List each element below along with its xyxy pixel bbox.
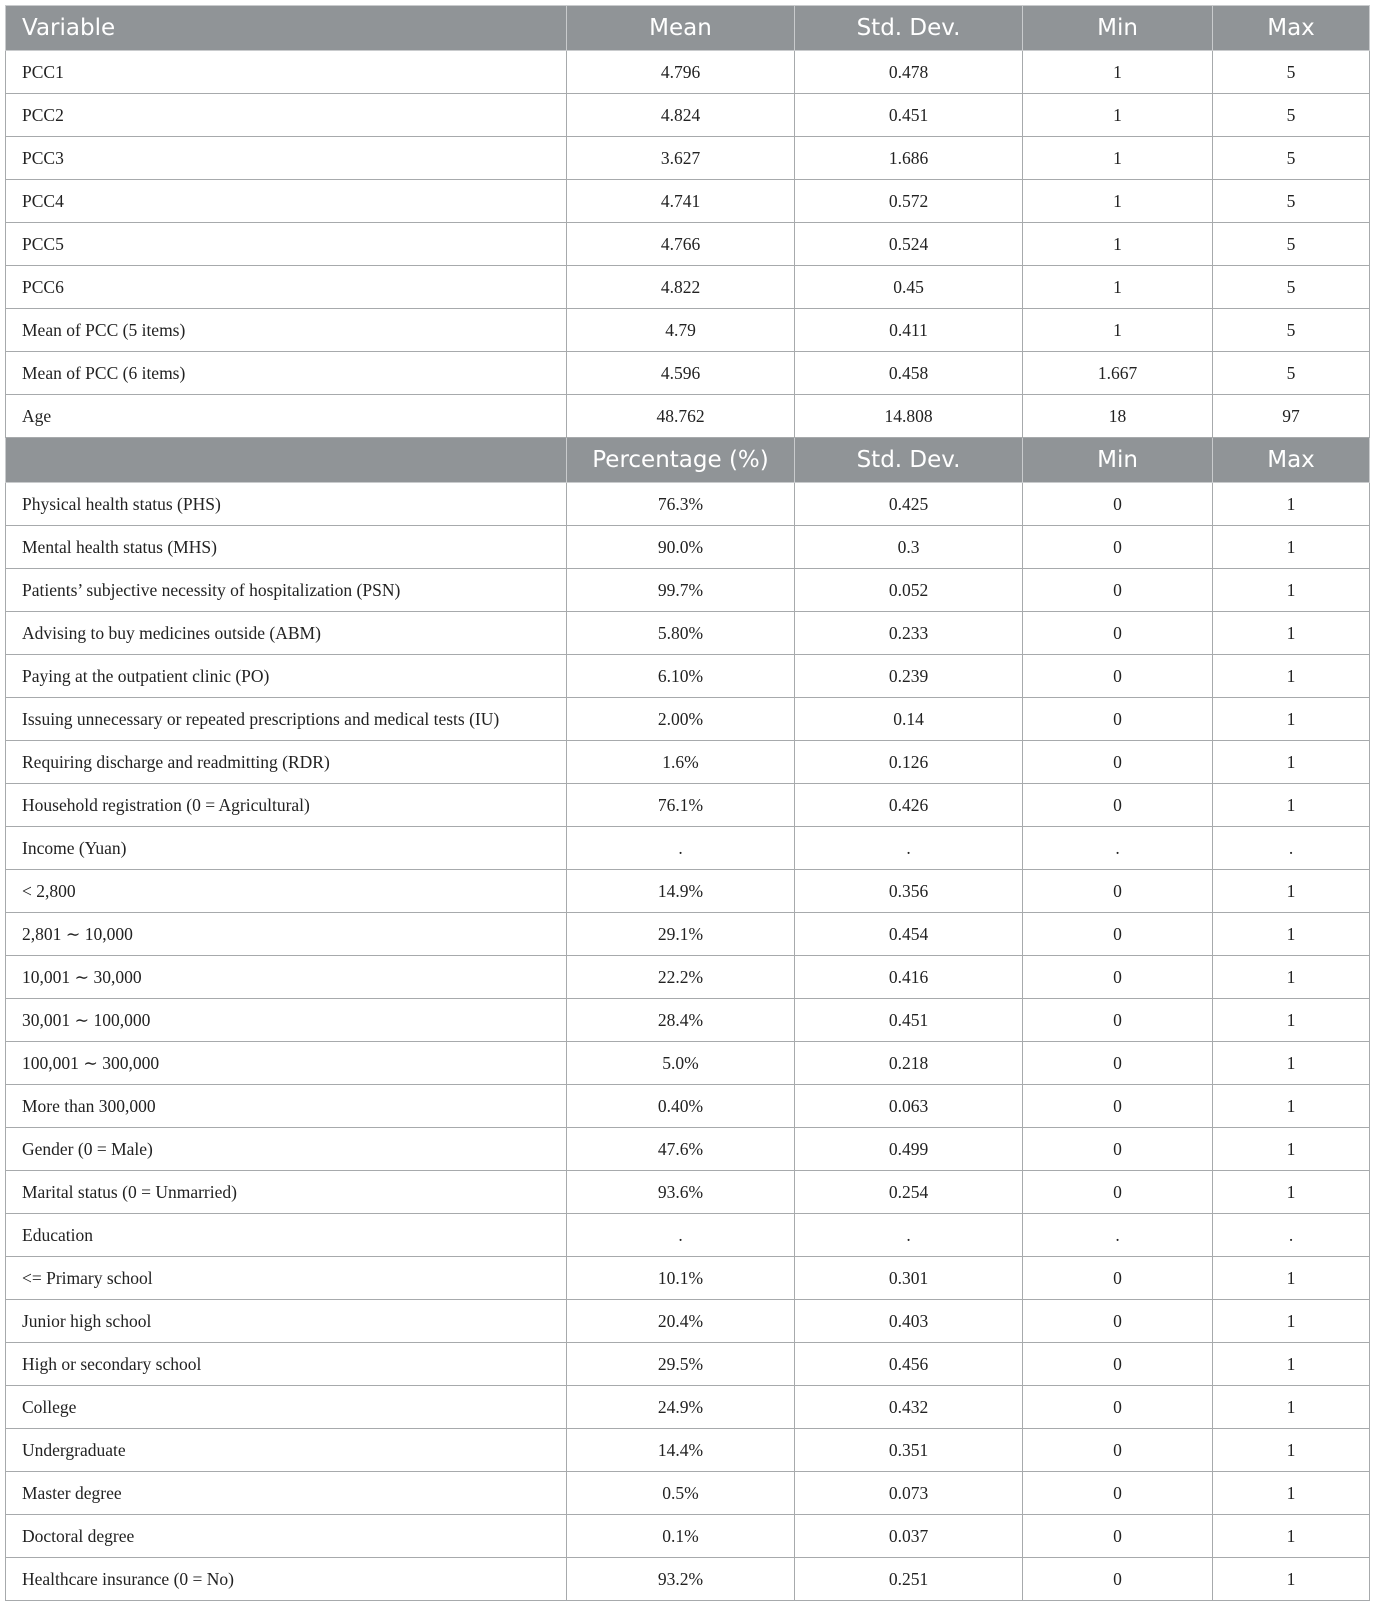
cell-variable: Patients’ subjective necessity of hospitalization (PSN) [6, 569, 567, 612]
header-mean: Mean [567, 6, 795, 51]
table-row [6, 784, 1370, 827]
cell-variable: Physical health status (PHS) [6, 483, 567, 526]
table-row [6, 51, 1370, 94]
cell-max: 1 [1213, 999, 1370, 1042]
cell-std-dev: 0.478 [795, 51, 1023, 94]
cell-value: 10.1% [567, 1257, 795, 1300]
cell-variable: PCC3 [6, 137, 567, 180]
cell-min: 0 [1023, 1343, 1213, 1386]
cell-variable: Issuing unnecessary or repeated prescriptions and medical tests (IU) [6, 698, 567, 741]
table-row [6, 395, 1370, 438]
header2-std-dev: Std. Dev. [795, 438, 1023, 483]
cell-variable: Master degree [6, 1472, 567, 1515]
cell-value: 1.6% [567, 741, 795, 784]
cell-max: 5 [1213, 309, 1370, 352]
cell-value: 2.00% [567, 698, 795, 741]
descriptive-statistics-table [5, 5, 1370, 1601]
cell-min: 0 [1023, 612, 1213, 655]
cell-std-dev: 0.052 [795, 569, 1023, 612]
cell-variable: 10,001 ∼ 30,000 [6, 956, 567, 999]
cell-min: 1 [1023, 266, 1213, 309]
cell-min: 0 [1023, 1085, 1213, 1128]
section-header-row [6, 438, 1370, 483]
cell-value: 48.762 [567, 395, 795, 438]
cell-min: 1 [1023, 180, 1213, 223]
cell-max: 1 [1213, 1472, 1370, 1515]
cell-max: 1 [1213, 1042, 1370, 1085]
table-row [6, 1515, 1370, 1558]
header2-min: Min [1023, 438, 1213, 483]
cell-max: 1 [1213, 913, 1370, 956]
cell-value: 3.627 [567, 137, 795, 180]
cell-value: 93.2% [567, 1558, 795, 1601]
cell-max: 1 [1213, 1085, 1370, 1128]
cell-std-dev: 0.063 [795, 1085, 1023, 1128]
cell-value: 28.4% [567, 999, 795, 1042]
cell-value: 0.5% [567, 1472, 795, 1515]
table-row [6, 266, 1370, 309]
cell-max: 5 [1213, 51, 1370, 94]
cell-variable: Income (Yuan) [6, 827, 567, 870]
cell-value: 5.0% [567, 1042, 795, 1085]
table-row [6, 1257, 1370, 1300]
cell-variable: More than 300,000 [6, 1085, 567, 1128]
cell-variable: PCC4 [6, 180, 567, 223]
table-row [6, 698, 1370, 741]
cell-variable: 2,801 ∼ 10,000 [6, 913, 567, 956]
cell-variable: Gender (0 = Male) [6, 1128, 567, 1171]
cell-value: 24.9% [567, 1386, 795, 1429]
cell-max: 1 [1213, 1429, 1370, 1472]
cell-max: 1 [1213, 526, 1370, 569]
cell-value: 76.1% [567, 784, 795, 827]
cell-min: 0 [1023, 1300, 1213, 1343]
cell-min: 0 [1023, 913, 1213, 956]
header-variable: Variable [6, 6, 567, 51]
cell-variable: PCC5 [6, 223, 567, 266]
cell-variable: High or secondary school [6, 1343, 567, 1386]
table-row [6, 827, 1370, 870]
cell-min: 0 [1023, 1042, 1213, 1085]
cell-max: 1 [1213, 1300, 1370, 1343]
cell-min: 0 [1023, 1386, 1213, 1429]
cell-std-dev: 0.451 [795, 999, 1023, 1042]
cell-std-dev: 0.572 [795, 180, 1023, 223]
table-row [6, 1085, 1370, 1128]
cell-std-dev: . [795, 827, 1023, 870]
cell-value: 29.1% [567, 913, 795, 956]
cell-max: 1 [1213, 784, 1370, 827]
cell-max: 1 [1213, 612, 1370, 655]
cell-min: 1.667 [1023, 352, 1213, 395]
cell-variable: Requiring discharge and readmitting (RDR) [6, 741, 567, 784]
cell-min: 1 [1023, 51, 1213, 94]
cell-variable: Marital status (0 = Unmarried) [6, 1171, 567, 1214]
cell-variable: Mean of PCC (6 items) [6, 352, 567, 395]
cell-min: 1 [1023, 94, 1213, 137]
header2-blank [6, 438, 567, 483]
cell-min: 0 [1023, 483, 1213, 526]
cell-variable: Mean of PCC (5 items) [6, 309, 567, 352]
table-row [6, 1171, 1370, 1214]
cell-variable: Mental health status (MHS) [6, 526, 567, 569]
cell-std-dev: 0.524 [795, 223, 1023, 266]
cell-min: 0 [1023, 1429, 1213, 1472]
cell-min: 0 [1023, 784, 1213, 827]
table-row [6, 1472, 1370, 1515]
cell-value: 4.766 [567, 223, 795, 266]
table-row [6, 741, 1370, 784]
cell-min: 0 [1023, 698, 1213, 741]
cell-std-dev: 0.233 [795, 612, 1023, 655]
table-row [6, 999, 1370, 1042]
cell-variable: < 2,800 [6, 870, 567, 913]
cell-variable: PCC1 [6, 51, 567, 94]
cell-min: 0 [1023, 1257, 1213, 1300]
cell-min: 0 [1023, 526, 1213, 569]
cell-max: 1 [1213, 1558, 1370, 1601]
cell-variable: 100,001 ∼ 300,000 [6, 1042, 567, 1085]
table-row [6, 1300, 1370, 1343]
cell-value: 20.4% [567, 1300, 795, 1343]
cell-std-dev: 0.499 [795, 1128, 1023, 1171]
cell-min: 0 [1023, 1128, 1213, 1171]
cell-value: 0.1% [567, 1515, 795, 1558]
cell-max: 1 [1213, 569, 1370, 612]
cell-max: 1 [1213, 483, 1370, 526]
cell-std-dev: 0.411 [795, 309, 1023, 352]
header-percentage: Percentage (%) [567, 438, 795, 483]
header-max: Max [1213, 6, 1370, 51]
cell-value: 22.2% [567, 956, 795, 999]
cell-max: 5 [1213, 94, 1370, 137]
cell-std-dev: 0.451 [795, 94, 1023, 137]
cell-min: . [1023, 1214, 1213, 1257]
cell-std-dev: 0.251 [795, 1558, 1023, 1601]
header-min: Min [1023, 6, 1213, 51]
cell-variable: <= Primary school [6, 1257, 567, 1300]
cell-variable: Junior high school [6, 1300, 567, 1343]
cell-max: 1 [1213, 1171, 1370, 1214]
cell-max: . [1213, 827, 1370, 870]
table-row [6, 352, 1370, 395]
cell-min: 0 [1023, 956, 1213, 999]
cell-variable: Undergraduate [6, 1429, 567, 1472]
cell-max: 1 [1213, 1128, 1370, 1171]
cell-max: 5 [1213, 352, 1370, 395]
cell-std-dev: 0.403 [795, 1300, 1023, 1343]
table-row [6, 1042, 1370, 1085]
cell-std-dev: . [795, 1214, 1023, 1257]
cell-max: 1 [1213, 698, 1370, 741]
cell-min: . [1023, 827, 1213, 870]
cell-variable: PCC2 [6, 94, 567, 137]
cell-max: 1 [1213, 1515, 1370, 1558]
cell-std-dev: 0.301 [795, 1257, 1023, 1300]
cell-std-dev: 0.3 [795, 526, 1023, 569]
cell-min: 1 [1023, 137, 1213, 180]
table-row [6, 1429, 1370, 1472]
cell-std-dev: 0.416 [795, 956, 1023, 999]
cell-variable: 30,001 ∼ 100,000 [6, 999, 567, 1042]
cell-std-dev: 0.356 [795, 870, 1023, 913]
cell-std-dev: 0.037 [795, 1515, 1023, 1558]
cell-min: 1 [1023, 309, 1213, 352]
cell-variable: Doctoral degree [6, 1515, 567, 1558]
cell-value: 6.10% [567, 655, 795, 698]
table-row [6, 94, 1370, 137]
cell-min: 0 [1023, 1515, 1213, 1558]
cell-std-dev: 14.808 [795, 395, 1023, 438]
table-row [6, 956, 1370, 999]
header2-max: Max [1213, 438, 1370, 483]
cell-std-dev: 0.45 [795, 266, 1023, 309]
cell-min: 1 [1023, 223, 1213, 266]
table-row [6, 612, 1370, 655]
cell-std-dev: 0.458 [795, 352, 1023, 395]
cell-max: 5 [1213, 223, 1370, 266]
cell-value: . [567, 1214, 795, 1257]
cell-min: 18 [1023, 395, 1213, 438]
cell-max: 1 [1213, 1343, 1370, 1386]
table-row [6, 137, 1370, 180]
cell-std-dev: 0.254 [795, 1171, 1023, 1214]
cell-value: 4.741 [567, 180, 795, 223]
cell-max: . [1213, 1214, 1370, 1257]
cell-std-dev: 0.218 [795, 1042, 1023, 1085]
cell-value: 4.79 [567, 309, 795, 352]
cell-min: 0 [1023, 1558, 1213, 1601]
cell-min: 0 [1023, 870, 1213, 913]
section-header-group [6, 438, 1370, 483]
cell-value: 47.6% [567, 1128, 795, 1171]
cell-min: 0 [1023, 1171, 1213, 1214]
cell-variable: Age [6, 395, 567, 438]
continuous-variables-section [6, 51, 1370, 438]
cell-value: 14.4% [567, 1429, 795, 1472]
cell-value: 4.824 [567, 94, 795, 137]
cell-min: 0 [1023, 569, 1213, 612]
cell-std-dev: 0.432 [795, 1386, 1023, 1429]
cell-max: 5 [1213, 180, 1370, 223]
cell-variable: Paying at the outpatient clinic (PO) [6, 655, 567, 698]
header-std-dev: Std. Dev. [795, 6, 1023, 51]
cell-max: 97 [1213, 395, 1370, 438]
cell-std-dev: 1.686 [795, 137, 1023, 180]
table-row [6, 1386, 1370, 1429]
cell-value: 93.6% [567, 1171, 795, 1214]
cell-value: . [567, 827, 795, 870]
cell-variable: Healthcare insurance (0 = No) [6, 1558, 567, 1601]
cell-variable: College [6, 1386, 567, 1429]
cell-max: 1 [1213, 741, 1370, 784]
cell-variable: PCC6 [6, 266, 567, 309]
cell-max: 5 [1213, 137, 1370, 180]
cell-min: 0 [1023, 1472, 1213, 1515]
cell-value: 4.796 [567, 51, 795, 94]
cell-value: 99.7% [567, 569, 795, 612]
cell-variable: Household registration (0 = Agricultural) [6, 784, 567, 827]
table-row [6, 483, 1370, 526]
cell-std-dev: 0.239 [795, 655, 1023, 698]
cell-max: 1 [1213, 1386, 1370, 1429]
cell-value: 14.9% [567, 870, 795, 913]
cell-std-dev: 0.426 [795, 784, 1023, 827]
cell-max: 5 [1213, 266, 1370, 309]
table-row [6, 655, 1370, 698]
table-row [6, 223, 1370, 266]
table-row [6, 180, 1370, 223]
cell-value: 0.40% [567, 1085, 795, 1128]
table-row [6, 1214, 1370, 1257]
table-row [6, 870, 1370, 913]
cell-std-dev: 0.454 [795, 913, 1023, 956]
table-row [6, 1558, 1370, 1601]
cell-std-dev: 0.073 [795, 1472, 1023, 1515]
cell-value: 4.822 [567, 266, 795, 309]
cell-value: 90.0% [567, 526, 795, 569]
table-row [6, 309, 1370, 352]
cell-std-dev: 0.425 [795, 483, 1023, 526]
table-header-row [6, 6, 1370, 51]
table-row [6, 913, 1370, 956]
cell-max: 1 [1213, 655, 1370, 698]
cell-std-dev: 0.126 [795, 741, 1023, 784]
cell-value: 5.80% [567, 612, 795, 655]
cell-std-dev: 0.14 [795, 698, 1023, 741]
cell-std-dev: 0.351 [795, 1429, 1023, 1472]
cell-max: 1 [1213, 870, 1370, 913]
cell-std-dev: 0.456 [795, 1343, 1023, 1386]
table-row [6, 526, 1370, 569]
cell-variable: Advising to buy medicines outside (ABM) [6, 612, 567, 655]
cell-max: 1 [1213, 956, 1370, 999]
table-row [6, 569, 1370, 612]
cell-value: 76.3% [567, 483, 795, 526]
cell-min: 0 [1023, 999, 1213, 1042]
cell-min: 0 [1023, 655, 1213, 698]
cell-max: 1 [1213, 1257, 1370, 1300]
binary-variables-section [6, 483, 1370, 1601]
cell-variable: Education [6, 1214, 567, 1257]
table-row [6, 1343, 1370, 1386]
cell-min: 0 [1023, 741, 1213, 784]
cell-value: 4.596 [567, 352, 795, 395]
table-row [6, 1128, 1370, 1171]
cell-value: 29.5% [567, 1343, 795, 1386]
